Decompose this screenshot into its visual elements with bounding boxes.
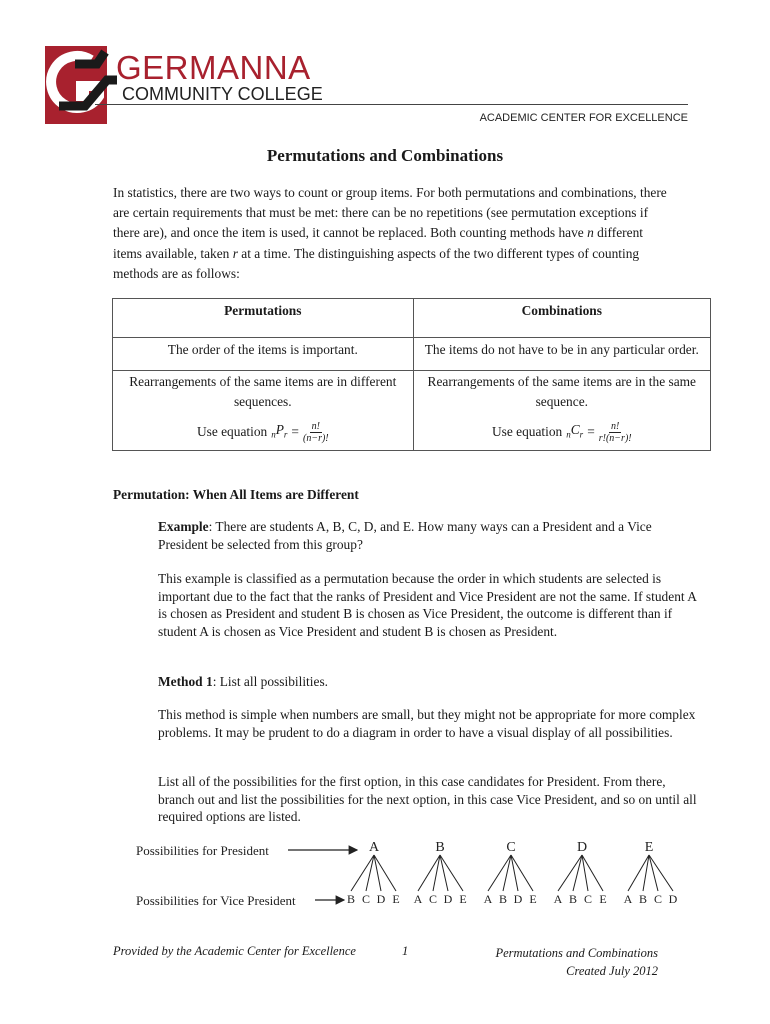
list-description: List all of the possibilities for the first option, in this case candidates for President. From there, branch out and list the possibilities for the next option, in this case Vice President, and so on until all required options are listed. (158, 774, 697, 825)
tree-group (624, 840, 678, 906)
section-heading: Permutation: When All Items are Different (113, 487, 359, 502)
perm-rearrange-text: Rearrangements of the same items are in different sequences. (129, 374, 397, 409)
intro-text-2: different items available, taken (113, 225, 643, 261)
tree-branch (488, 855, 511, 891)
vice-president-option: B (568, 892, 578, 906)
perm-rearrange-cell (113, 371, 414, 451)
tree-group (414, 840, 467, 906)
tree-branch (558, 855, 582, 891)
vice-president-option: D (376, 892, 386, 906)
vice-president-option: A (413, 892, 423, 906)
method-label: Method 1 (158, 674, 213, 689)
header-permutations: Permutations (113, 299, 414, 338)
vice-president-option: A (483, 892, 493, 906)
vice-president-option: B (498, 892, 508, 906)
vice-president-option: B (346, 892, 356, 906)
vice-president-option: D (443, 892, 453, 906)
vice-president-option: A (553, 892, 563, 906)
comb-fraction (599, 421, 632, 444)
comb-rearrange-cell (413, 371, 710, 451)
tree-diagram (130, 834, 690, 918)
vice-president-option: C (583, 892, 593, 906)
tree-group (554, 840, 607, 906)
footer-doc-date: Created July 2012 (566, 964, 658, 978)
comb-rearrange-text: Rearrangements of the same items are in the same sequence. (427, 374, 697, 409)
perm-numerator: n! (311, 420, 320, 432)
tree-group (484, 840, 537, 906)
intro-text-1: In statistics, there are two ways to count or group items. For both permutations and combinations, there are certain requirements that must be met: there can be no repetitions (see permutation exceptions if there are), and once the item is used, it cannot be replaced. Both counting methods have (113, 185, 667, 241)
vice-president-option: A (623, 892, 633, 906)
table-header-row (113, 299, 711, 338)
method-text: : List all possibilities. (212, 674, 328, 689)
vice-president-option: E (599, 892, 607, 906)
perm-equation-label: Use equation (196, 424, 268, 440)
president-option: D (576, 840, 588, 855)
president-label: Possibilities for President (136, 843, 269, 858)
comb-denominator: r!(n−r)! (598, 432, 632, 444)
tree-branch (649, 855, 673, 891)
comb-equals: = (587, 424, 595, 440)
brand-name: GERMANNA (116, 49, 311, 86)
vice-president-option: D (513, 892, 523, 906)
intro-text-3: at a time. The distinguishing aspects of the two different types of counting methods are as follows: (113, 245, 640, 281)
vice-president-option: E (529, 892, 537, 906)
intro-r: r (232, 245, 238, 261)
comb-equation (492, 420, 632, 445)
perm-order-cell: The order of the items is important. (113, 338, 414, 371)
page-number: 1 (402, 944, 409, 958)
tree-branch (351, 855, 374, 891)
perm-equals: = (291, 424, 299, 440)
example-text: : There are students A, B, C, D, and E. How many ways can a President and a Vice President be selected from this group? (158, 519, 652, 552)
method-description: This method is simple when numbers are small, but they might not be appropriate for more complex problems. It may be prudent to do a diagram in order to have a visual display of all possibilities. (158, 707, 696, 740)
comb-symbol: $_nC_r$ (566, 422, 584, 440)
president-option: B (435, 840, 445, 855)
table-row (113, 371, 711, 451)
vice-label: Possibilities for Vice President (136, 893, 296, 908)
tree-groups (347, 840, 678, 906)
vice-president-option: C (361, 892, 371, 906)
comb-numerator: n! (611, 420, 620, 432)
tree-branch (440, 855, 463, 891)
classification-paragraph: This example is classified as a permutation because the order in which students are selected is important due to the fact that the ranks of President and Vice President are not the same. If student A is chosen as President and student B is chosen as Vice President, the outcome is different than if student A is chosen as Vice President and student B is chosen as President. (158, 571, 697, 639)
president-option: E (644, 840, 654, 855)
comparison-table (112, 298, 711, 451)
college-logo-g-icon (45, 46, 125, 124)
vice-president-option: C (653, 892, 663, 906)
perm-equation (197, 420, 329, 445)
comb-order-cell: The items do not have to be in any particular order. (413, 338, 710, 371)
vice-president-option: C (428, 892, 438, 906)
vice-president-option: D (668, 892, 678, 906)
perm-denominator: (n−r)! (302, 432, 329, 444)
vice-president-option: B (638, 892, 648, 906)
example-paragraph (158, 518, 698, 553)
vice-president-option: E (459, 892, 467, 906)
president-option: C (506, 840, 516, 855)
header-divider (95, 104, 688, 105)
footer-document-info (456, 944, 658, 980)
footer-provider: Provided by the Academic Center for Excellence (113, 944, 356, 958)
tree-branch (649, 855, 658, 891)
tree-branch (573, 855, 582, 891)
footer-doc-title: Permutations and Combinations (495, 946, 658, 960)
perm-symbol: $_nP_r$ (271, 422, 288, 440)
perm-fraction (303, 421, 329, 444)
center-label: ACADEMIC CENTER FOR EXCELLENCE (479, 112, 688, 124)
brand-subtitle: COMMUNITY COLLEGE (122, 84, 323, 104)
comb-equation-label: Use equation (491, 424, 563, 440)
vice-president-option: E (392, 892, 400, 906)
example-label: Example (158, 519, 209, 534)
method-paragraph (158, 673, 698, 691)
intro-paragraph (113, 183, 673, 284)
table-row (113, 338, 711, 371)
intro-n: n (587, 225, 594, 241)
page-title: Permutations and Combinations (266, 146, 504, 165)
header-combinations: Combinations (413, 299, 710, 338)
president-option: A (368, 840, 380, 855)
